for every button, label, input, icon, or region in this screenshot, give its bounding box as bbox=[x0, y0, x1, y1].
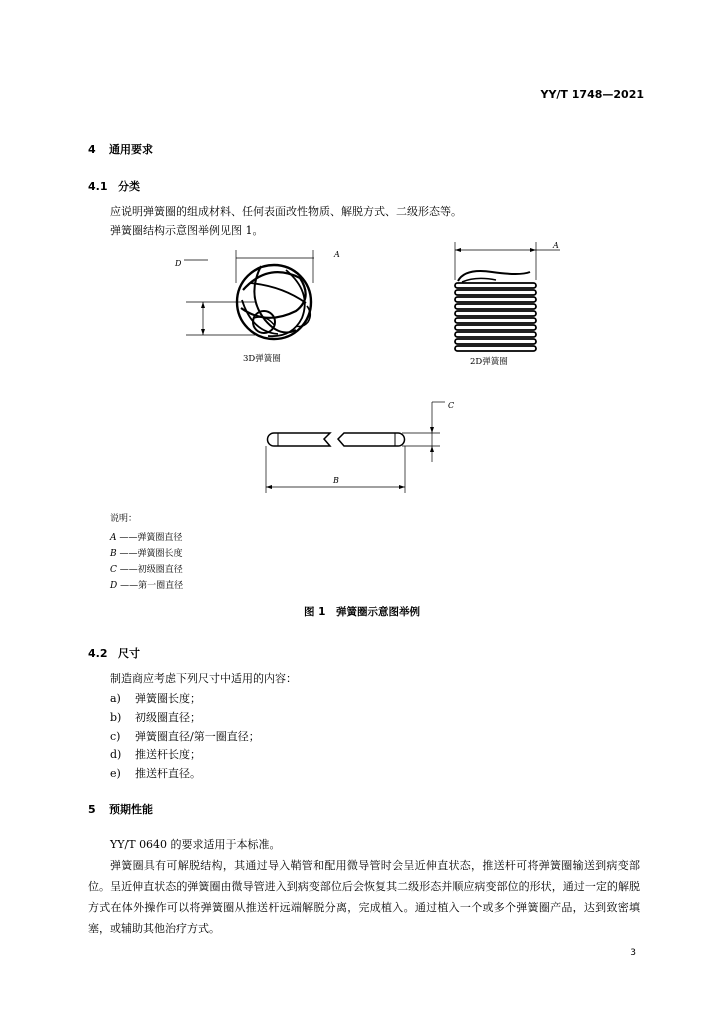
coil-2d-label: 2D弹簧圈 bbox=[470, 357, 508, 367]
figure-caption: 图 1 弹簧圈示意图举例 bbox=[304, 606, 420, 618]
section-number: 4 bbox=[88, 143, 96, 156]
paragraph: 弹簧圈结构示意图举例见图 1。 bbox=[110, 224, 264, 237]
paragraph: 制造商应考虑下列尺寸中适用的内容： bbox=[110, 672, 297, 685]
section-number: 4.1 bbox=[88, 180, 108, 193]
legend-text: ——弹簧圈直径 bbox=[119, 533, 183, 543]
list-item bbox=[110, 690, 201, 706]
section-4-2-heading bbox=[88, 645, 140, 661]
straight-coil-drawing bbox=[266, 402, 445, 493]
section-title: 通用要求 bbox=[109, 143, 153, 156]
figure-1-diagram bbox=[0, 235, 724, 505]
list-marker: e) bbox=[110, 767, 121, 780]
section-4-1-heading bbox=[88, 178, 140, 194]
list-marker: c) bbox=[110, 730, 121, 743]
section-number: 5 bbox=[88, 803, 96, 816]
legend-item bbox=[110, 562, 183, 575]
coil-2d-drawing bbox=[455, 242, 560, 351]
dim-label-a-3d: A bbox=[334, 250, 340, 259]
list-text: 弹簧圈长度； bbox=[135, 692, 201, 705]
section-number: 4.2 bbox=[88, 647, 108, 660]
paragraph: 弹簧圈具有可解脱结构，其通过导入鞘管和配用微导管时会呈近伸直状态，推送杆可将弹簧圈输送到病变部位。呈近伸直状态的弹簧圈由微导管进入到病变部位后会恢复其二级形态并顺应病变部位的形状，通过一定的解脱方式在体外操作可以将弹簧圈从推送杆远端解脱分离，完成植入。通过植入一个或多个弹簧圈产品，达到致密填塞，或辅助其他治疗方式。 bbox=[88, 859, 640, 935]
list-text: 弹簧圈直径/第一圈直径； bbox=[135, 730, 260, 743]
legend-symbol: B bbox=[110, 549, 117, 559]
legend-text: ——弹簧圈长度 bbox=[119, 549, 183, 559]
dim-label-b: B bbox=[333, 476, 339, 485]
section-4-heading bbox=[88, 141, 153, 157]
legend-item bbox=[110, 578, 183, 591]
dim-label-a-2d: A bbox=[553, 241, 559, 250]
legend-item bbox=[110, 530, 182, 543]
section-title: 预期性能 bbox=[109, 803, 153, 816]
list-text: 初级圈直径； bbox=[135, 711, 201, 724]
list-marker: d) bbox=[110, 748, 122, 761]
list-item bbox=[110, 728, 260, 744]
legend-item bbox=[110, 546, 183, 559]
list-text: 推送杆直径。 bbox=[135, 767, 201, 780]
section-5-heading bbox=[88, 801, 153, 817]
legend-text: ——初级圈直径 bbox=[119, 565, 183, 575]
legend-symbol: C bbox=[110, 565, 117, 575]
legend-text: ——第一圈直径 bbox=[120, 581, 184, 591]
standard-code: YY/T 1748—2021 bbox=[540, 88, 644, 101]
list-marker: b) bbox=[110, 711, 122, 724]
page-number: 3 bbox=[630, 948, 636, 958]
list-item bbox=[110, 765, 201, 781]
legend-symbol: D bbox=[110, 581, 118, 591]
list-marker: a) bbox=[110, 692, 121, 705]
paragraph: YY/T 0640 的要求适用于本标准。 bbox=[110, 838, 281, 851]
list-text: 推送杆长度； bbox=[135, 748, 201, 761]
list-item bbox=[110, 746, 201, 762]
coil-3d-label: 3D弹簧圈 bbox=[243, 354, 281, 364]
section-title: 分类 bbox=[118, 180, 140, 193]
paragraph: 应说明弹簧圈的组成材料、任何表面改性物质、解脱方式、二级形态等。 bbox=[110, 205, 462, 218]
section-title: 尺寸 bbox=[118, 647, 140, 660]
coil-3d-drawing bbox=[184, 250, 314, 339]
legend-title: 说明： bbox=[110, 514, 138, 524]
legend-symbol: A bbox=[110, 533, 117, 543]
list-item bbox=[110, 709, 201, 725]
dim-label-c: C bbox=[448, 401, 455, 410]
dim-label-d: D bbox=[175, 259, 182, 268]
section-5-body bbox=[88, 834, 640, 939]
